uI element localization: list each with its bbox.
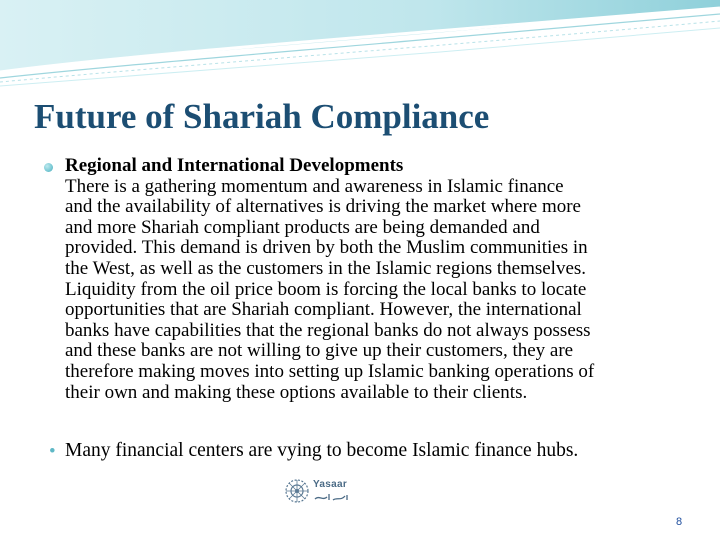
bullet-heading: Regional and International Developments (65, 155, 404, 176)
bullet-text (65, 156, 694, 403)
logo (275, 467, 430, 540)
bullet-dot-icon: • (49, 441, 56, 462)
paragraph-line: opportunities that are Shariah compliant. However, the international (65, 299, 582, 321)
bullet-financial-centers (44, 441, 694, 462)
logo-arabic-script (313, 491, 353, 503)
slide-title: Future of Shariah Compliance (34, 97, 490, 136)
paragraph-line: the West, as well as the customers in the Islamic regions themselves. (65, 257, 587, 279)
ornament-wheel-icon (283, 477, 311, 505)
paragraph-line: and these banks are not willing to give up their customers, they are (65, 340, 574, 362)
page-number: 8 (676, 516, 683, 528)
paragraph-line: and the availability of alternatives is driving the market where more (65, 196, 581, 218)
paragraph-line: banks have capabilities that the regional banks do not always possess (65, 319, 591, 341)
paragraph-line: and more Shariah compliant products are being demanded and (65, 216, 540, 238)
bullet-regional-developments (44, 156, 694, 403)
paragraph-line: provided. This demand is driven by both the Muslim communities in (65, 237, 588, 259)
paragraph-line: Liquidity from the oil price boom is forcing the local banks to locate (65, 278, 587, 300)
paragraph-line: their own and making these options available to their clients. (65, 381, 528, 403)
paragraph-line: therefore making moves into setting up Islamic banking operations of (65, 360, 595, 382)
bullet-text: Many financial centers are vying to become Islamic finance hubs. (65, 440, 579, 461)
wave-header-decoration (0, 0, 720, 95)
logo-text: Yasaar (313, 479, 348, 490)
paragraph-line: There is a gathering momentum and awareness in Islamic finance (65, 175, 564, 197)
bullet-icon (44, 163, 53, 172)
